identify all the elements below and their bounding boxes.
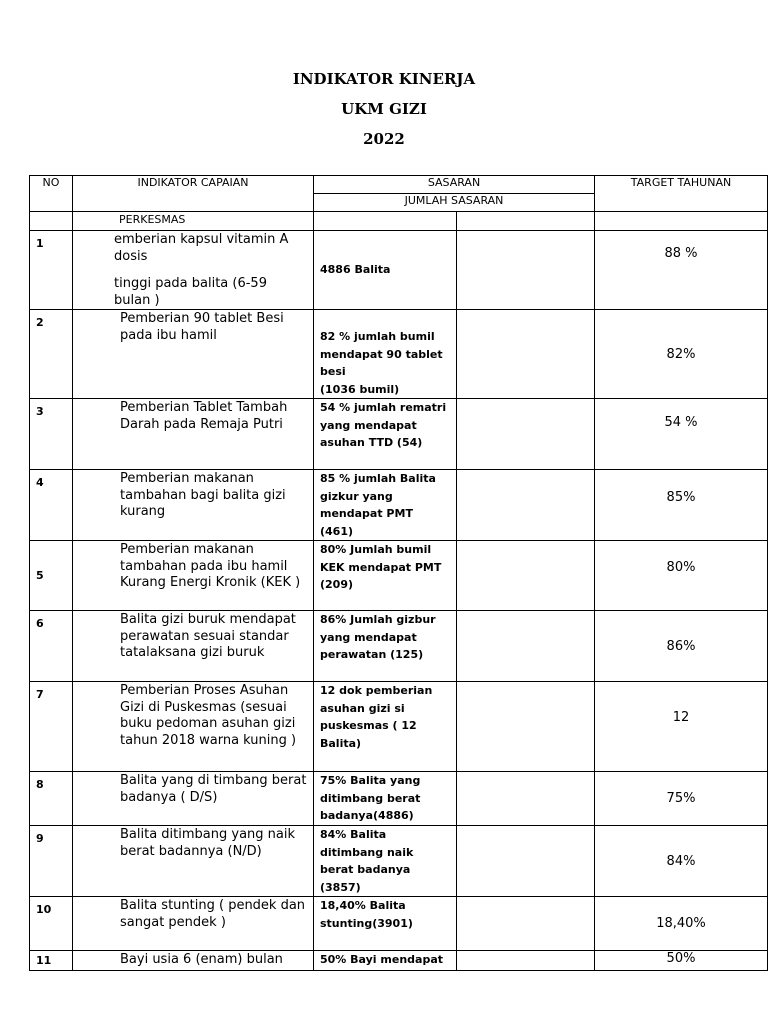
row-indikator: Balita gizi buruk mendapat perawatan sesuai standar tatalaksana gizi buruk — [73, 611, 314, 682]
header-indikator-capaian: INDIKATOR CAPAIAN — [73, 176, 314, 212]
row-indikator: Pemberian makanan tambahan bagi balita gizi kurang — [73, 470, 314, 541]
row-sasaran: 84% Balita ditimbang naik berat badanya (3857) — [314, 826, 457, 897]
table-row — [30, 470, 768, 541]
row-sasaran: 54 % jumlah rematri yang mendapat asuhan TTD (54) — [314, 399, 457, 470]
row-empty-cell — [457, 826, 595, 897]
table-row — [30, 310, 768, 399]
row-empty-cell — [457, 897, 595, 951]
table-row — [30, 541, 768, 611]
section-no-cell — [30, 212, 73, 231]
table-row — [30, 897, 768, 951]
section-row — [30, 212, 768, 231]
row-target: 80% — [595, 541, 768, 611]
row-no: 4 — [30, 470, 73, 541]
table-row — [30, 231, 768, 310]
row-target: 84% — [595, 826, 768, 897]
indicator-table — [29, 175, 768, 971]
row-target: 75% — [595, 772, 768, 826]
row-indikator: Pemberian Tablet Tambah Darah pada Remaja Putri — [73, 399, 314, 470]
row-sasaran: 50% Bayi mendapat — [314, 951, 457, 971]
row-indikator: Balita yang di timbang berat badanya ( D/S) — [73, 772, 314, 826]
row-indikator: Pemberian 90 tablet Besi pada ibu hamil — [73, 310, 314, 399]
row-target: 50% — [595, 951, 768, 971]
row-no: 5 — [30, 541, 73, 611]
row-no: 9 — [30, 826, 73, 897]
row-empty-cell — [457, 310, 595, 399]
row-indikator-line-1: emberian kapsul vitamin A dosis — [114, 232, 289, 264]
row-target: 12 — [595, 682, 768, 772]
row-target: 85% — [595, 470, 768, 541]
table-row — [30, 951, 768, 971]
row-empty-cell — [457, 772, 595, 826]
row-empty-cell — [457, 231, 595, 310]
row-no: 2 — [30, 310, 73, 399]
row-sasaran: 75% Balita yang ditimbang berat badanya(4886) — [314, 772, 457, 826]
row-no: 1 — [30, 231, 73, 310]
table-row — [30, 772, 768, 826]
row-empty-cell — [457, 611, 595, 682]
header-no: NO — [30, 176, 73, 212]
header-sasaran: SASARAN — [314, 176, 595, 194]
row-target: 18,40% — [595, 897, 768, 951]
row-no: 10 — [30, 897, 73, 951]
row-empty-cell — [457, 399, 595, 470]
row-empty-cell — [457, 470, 595, 541]
row-indikator — [73, 231, 314, 310]
header-row-1 — [30, 176, 768, 194]
row-sasaran: 18,40% Balita stunting(3901) — [314, 897, 457, 951]
row-sasaran: 4886 Balita — [314, 231, 457, 310]
row-target: 86% — [595, 611, 768, 682]
table-row — [30, 682, 768, 772]
row-no: 7 — [30, 682, 73, 772]
header-jumlah-sasaran: JUMLAH SASARAN — [314, 194, 595, 212]
row-sasaran: 80% Jumlah bumil KEK mendapat PMT (209) — [314, 541, 457, 611]
table-row — [30, 399, 768, 470]
row-sasaran: 82 % jumlah bumil mendapat 90 tablet besi (1036 bumil) — [314, 310, 457, 399]
row-target: 88 % — [595, 231, 768, 310]
row-indikator: Pemberian makanan tambahan pada ibu hamil Kurang Energi Kronik (KEK ) — [73, 541, 314, 611]
row-indikator: Bayi usia 6 (enam) bulan — [73, 951, 314, 971]
title-line-2: UKM GIZI — [341, 100, 427, 118]
header-target-tahunan: TARGET TAHUNAN — [595, 176, 768, 212]
row-no: 11 — [30, 951, 73, 971]
row-indikator: Balita ditimbang yang naik berat badannya (N/D) — [73, 826, 314, 897]
section-label-perkesmas: PERKESMAS — [73, 212, 314, 231]
table-row — [30, 611, 768, 682]
row-no: 3 — [30, 399, 73, 470]
title-line-3: 2022 — [363, 130, 405, 148]
row-indikator: Balita stunting ( pendek dan sangat pendek ) — [73, 897, 314, 951]
row-indikator: Pemberian Proses Asuhan Gizi di Puskesmas (sesuai buku pedoman asuhan gizi tahun 2018 warna kuning ) — [73, 682, 314, 772]
row-no: 8 — [30, 772, 73, 826]
title-line-1: INDIKATOR KINERJA — [292, 70, 476, 88]
table-row — [30, 826, 768, 897]
row-target: 54 % — [595, 399, 768, 470]
row-empty-cell — [457, 682, 595, 772]
row-indikator-line-2: tinggi pada balita (6-59 bulan ) — [114, 276, 267, 308]
section-target-cell — [595, 212, 768, 231]
row-sasaran: 12 dok pemberian asuhan gizi si puskesmas ( 12 Balita) — [314, 682, 457, 772]
section-empty-cell — [457, 212, 595, 231]
row-no: 6 — [30, 611, 73, 682]
row-sasaran: 86% Jumlah gizbur yang mendapat perawatan (125) — [314, 611, 457, 682]
row-target: 82% — [595, 310, 768, 399]
row-empty-cell — [457, 541, 595, 611]
row-empty-cell — [457, 951, 595, 971]
row-sasaran: 85 % jumlah Balita gizkur yang mendapat PMT (461) — [314, 470, 457, 541]
section-sasaran-cell — [314, 212, 457, 231]
